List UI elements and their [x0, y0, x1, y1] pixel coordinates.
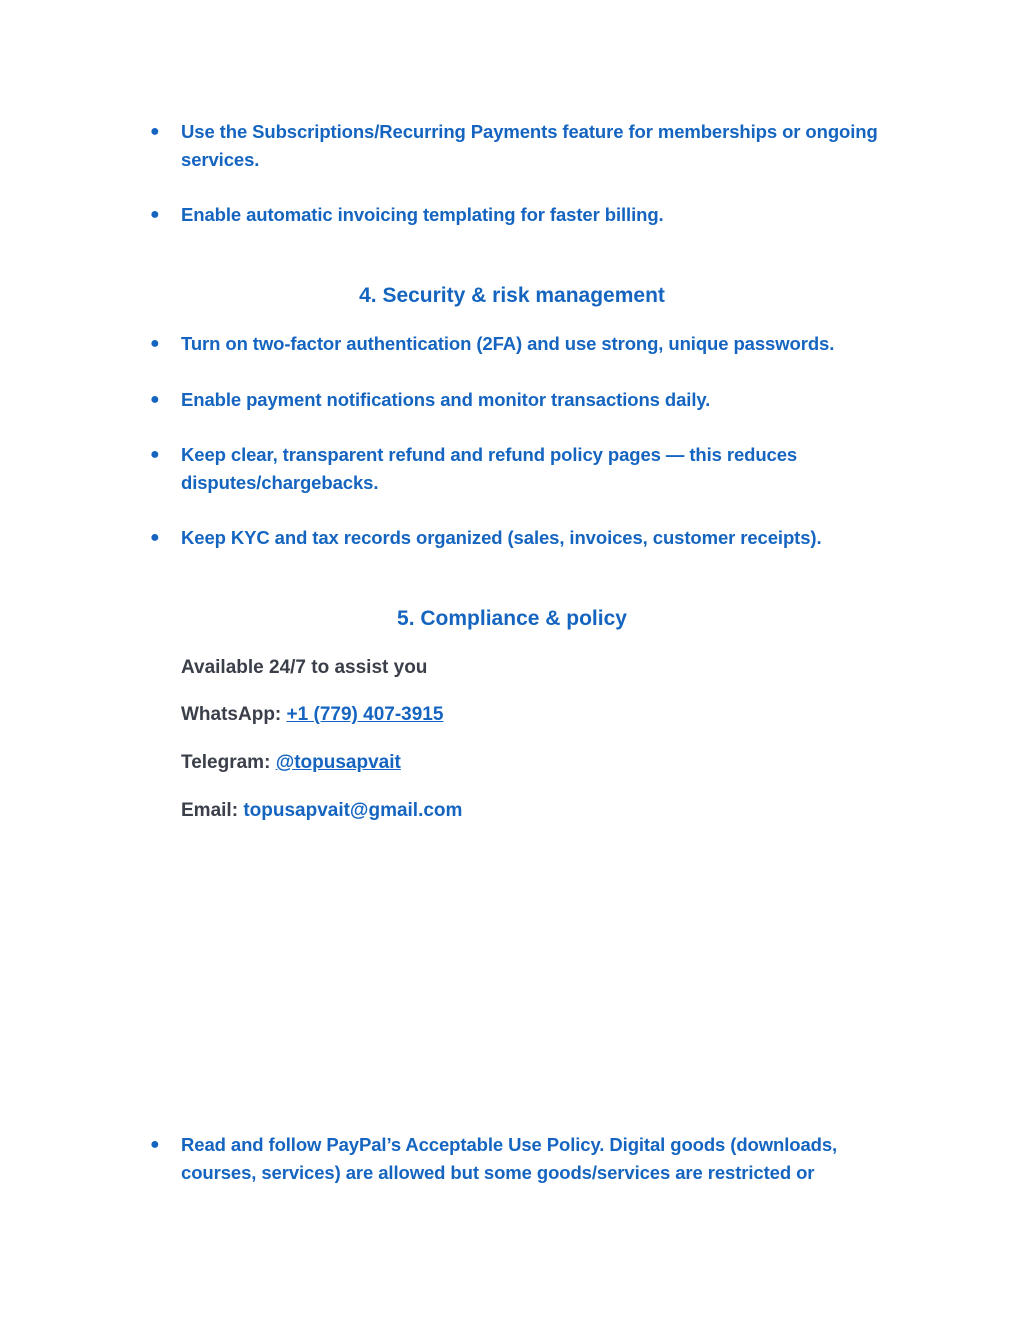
whatsapp-line: [181, 701, 443, 729]
bullet-dot: ●: [150, 335, 160, 352]
bullet-dot: ●: [150, 391, 160, 408]
email-label: Email:: [181, 800, 239, 821]
bullet-dot: ●: [150, 446, 160, 463]
telegram-link[interactable]: @topusapvait: [275, 752, 401, 773]
bullet-text: Keep KYC and tax records organized (sales, invoices, customer receipts).: [181, 527, 822, 548]
section-heading-compliance: 5. Compliance & policy: [397, 607, 627, 630]
availability-text: Available 24/7 to assist you: [181, 657, 428, 678]
bullet-text: Enable payment notifications and monitor transactions daily.: [181, 389, 711, 410]
telegram-label: Telegram:: [181, 752, 271, 773]
bullet-text: Keep clear, transparent refund and refund policy pages — this reduces disputes/chargebacks.: [181, 444, 798, 493]
bullet-text: Enable automatic invoicing templating for faster billing.: [181, 204, 664, 225]
whatsapp-label: WhatsApp:: [181, 704, 282, 725]
bullet-dot: ●: [150, 1136, 160, 1153]
whatsapp-link[interactable]: +1 (779) 407-3915: [286, 704, 444, 725]
bullet-text: Read and follow PayPal’s Acceptable Use Policy. Digital goods (downloads, courses, services) are allowed but some goods/services are restricted or: [181, 1134, 838, 1183]
section-heading-security: 4. Security & risk management: [359, 284, 665, 307]
telegram-line: [181, 749, 401, 777]
bullet-text: Turn on two-factor authentication (2FA) and use strong, unique passwords.: [181, 333, 835, 354]
bullet-dot: ●: [150, 206, 160, 223]
bullet-dot: ●: [150, 529, 160, 546]
email-line: [181, 797, 462, 825]
email-value: topusapvait@gmail.com: [243, 800, 463, 821]
bullet-dot: ●: [150, 123, 160, 140]
bullet-text: Use the Subscriptions/Recurring Payments feature for memberships or ongoing services.: [181, 121, 878, 170]
